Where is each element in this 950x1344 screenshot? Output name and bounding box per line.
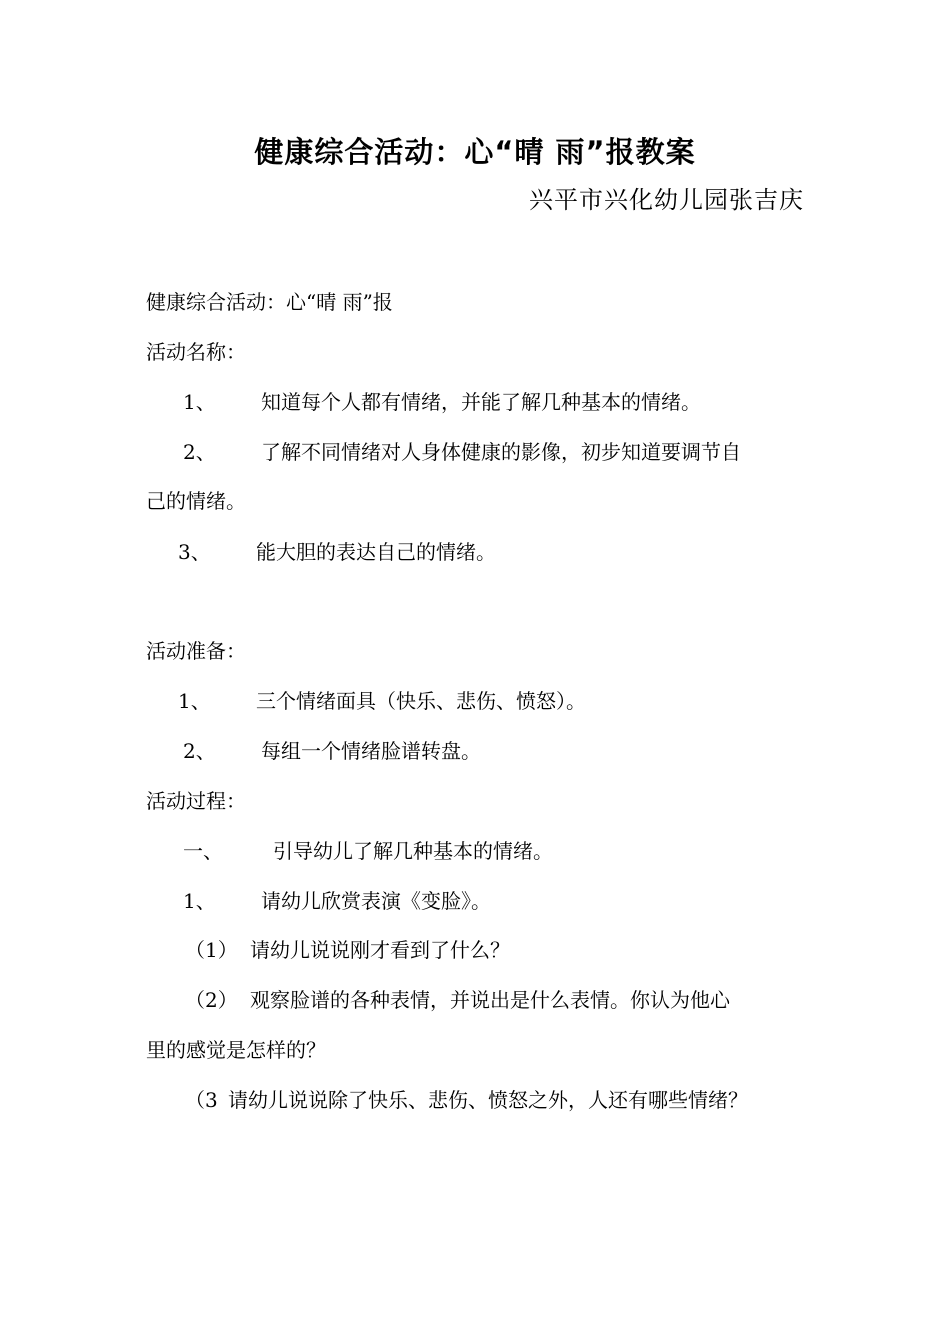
process-subitem-1-num: （1）	[185, 938, 238, 962]
process-step-one-num: 一、	[183, 839, 223, 863]
section-prep-heading: 活动准备：	[146, 639, 246, 663]
prep-item-2-num: 2、	[183, 739, 216, 763]
section-name-heading: 活动名称：	[146, 340, 246, 364]
name-item-2-continuation: 己的情绪。	[146, 489, 246, 513]
name-item-2-num: 2、	[183, 440, 216, 464]
prep-item-2-text: 每组一个情绪脸谱转盘。	[261, 739, 481, 763]
process-subitem-3-text: 请幼儿说说除了快乐、悲伤、愤怒之外，人还有哪些情绪？	[228, 1088, 748, 1112]
name-item-1-text: 知道每个人都有情绪，并能了解几种基本的情绪。	[261, 390, 701, 414]
document-title: 健康综合活动：心“晴 雨”报教案	[254, 135, 696, 169]
process-item-1-num: 1、	[183, 889, 216, 913]
process-step-one-text: 引导幼儿了解几种基本的情绪。	[273, 839, 553, 863]
process-subitem-2-num: （2）	[185, 988, 238, 1012]
name-item-2-text: 了解不同情绪对人身体健康的影像，初步知道要调节自	[261, 440, 741, 464]
prep-item-1-text: 三个情绪面具（快乐、悲伤、愤怒）。	[256, 689, 586, 713]
name-item-1-num: 1、	[183, 390, 216, 414]
section-process-heading: 活动过程：	[146, 789, 246, 813]
prep-item-1-num: 1、	[178, 689, 211, 713]
process-subitem-2-continuation: 里的感觉是怎样的？	[146, 1038, 326, 1062]
process-item-1-text: 请幼儿欣赏表演《变脸》。	[261, 889, 491, 913]
name-item-3-text: 能大胆的表达自己的情绪。	[256, 540, 496, 564]
process-subitem-2-text: 观察脸谱的各种表情，并说出是什么表情。你认为他心	[250, 988, 730, 1012]
document-author: 兴平市兴化幼儿园张吉庆	[529, 186, 804, 214]
subject-line: 健康综合活动：心“晴 雨”报	[146, 290, 393, 314]
process-subitem-1-text: 请幼儿说说刚才看到了什么？	[250, 938, 510, 962]
process-subitem-3-num: （3	[185, 1088, 218, 1112]
name-item-3-num: 3、	[178, 540, 211, 564]
